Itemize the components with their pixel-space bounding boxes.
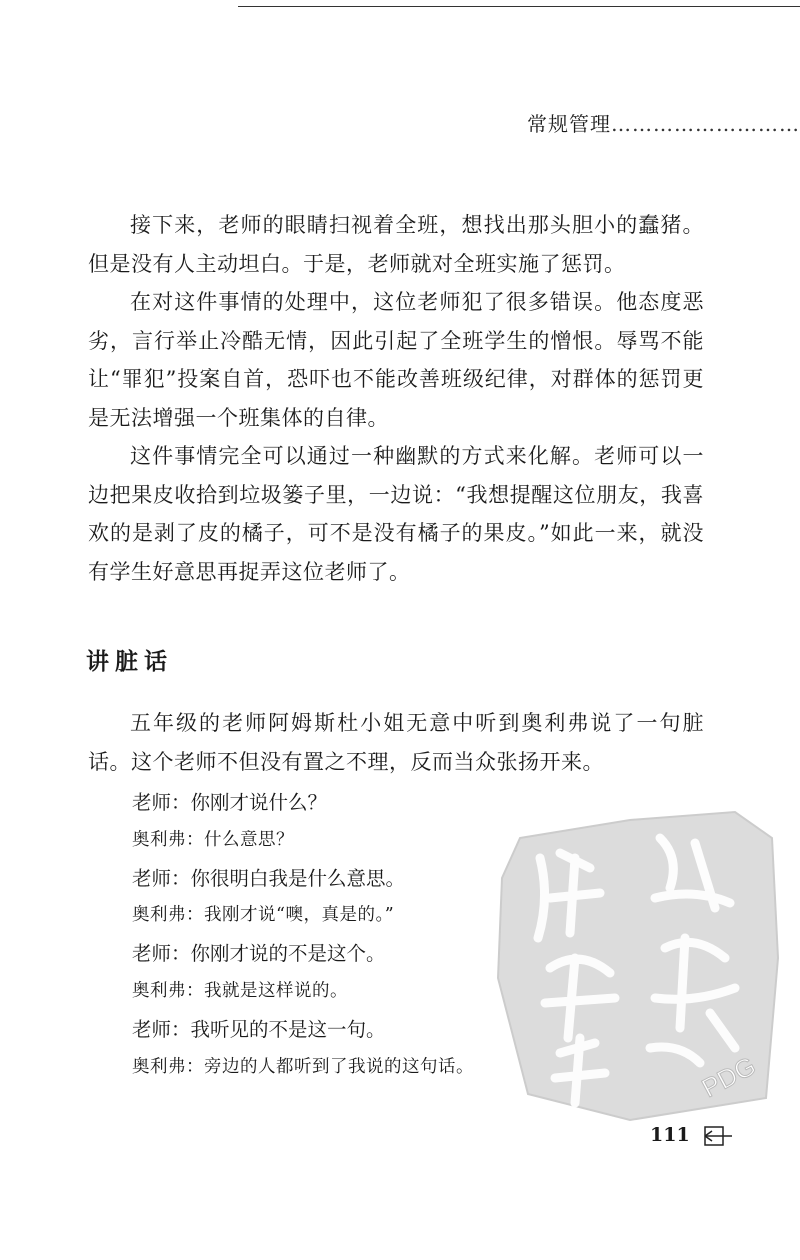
top-rule: [238, 6, 800, 7]
paragraph-3: 这件事情完全可以通过一种幽默的方式来化解。老师可以一边把果皮收拾到垃圾篓子里，一边说：“我想提醒这位朋友，我喜欢的是剥了皮的橘子，可不是没有橘子的果皮。”如此一来，就没有学生好意思再捉弄这位老师了。: [88, 444, 704, 584]
dialogue-line: 奥利弗：旁边的人都听到了我说的这句话。: [132, 1056, 474, 1077]
section-intro: 五年级的老师阿姆斯杜小姐无意中听到奥利弗说了一句脏话。这个老师不但没有置之不理，反而当众张扬开来。: [88, 711, 704, 774]
page-arrow-mark: [702, 1124, 734, 1148]
library-stamp-watermark: [480, 798, 790, 1128]
dialogue-line: 奥利弗：我就是这样说的。: [132, 980, 348, 1001]
page-number: 111: [650, 1124, 690, 1146]
dialogue-line: 老师：你刚才说的不是这个。: [132, 942, 386, 966]
running-header: [527, 108, 800, 137]
dialogue-line: 老师：我听见的不是这一句。: [132, 1017, 386, 1041]
header-leader-dots: ………………………: [611, 112, 800, 136]
section-title: 讲脏话: [86, 649, 173, 675]
dialogue-line: 老师：你刚才说什么？: [132, 791, 328, 814]
dialogue: [132, 784, 474, 1086]
dialogue-line: 奥利弗：什么意思？: [132, 829, 294, 850]
watermark-text: PDG: [696, 1050, 761, 1104]
paragraph-1: 接下来，老师的眼睛扫视着全班，想找出那头胆小的蠢猪。但是没有人主动坦白。于是，老师就对全班实施了惩罚。: [88, 213, 704, 276]
dialogue-line: 奥利弗：我刚才说“噢，真是的。”: [132, 905, 395, 926]
header-title: 常规管理: [527, 112, 611, 136]
paragraph-2: 在对这件事情的处理中，这位老师犯了很多错误。他态度恶劣，言行举止冷酷无情，因此引起了全班学生的憎恨。辱骂不能让“罪犯”投案自首，恐吓也不能改善班级纪律，对群体的惩罚更是无法增强一个班集体的自律。: [88, 290, 704, 430]
dialogue-line: 老师：你很明白我是什么意思。: [132, 866, 406, 890]
